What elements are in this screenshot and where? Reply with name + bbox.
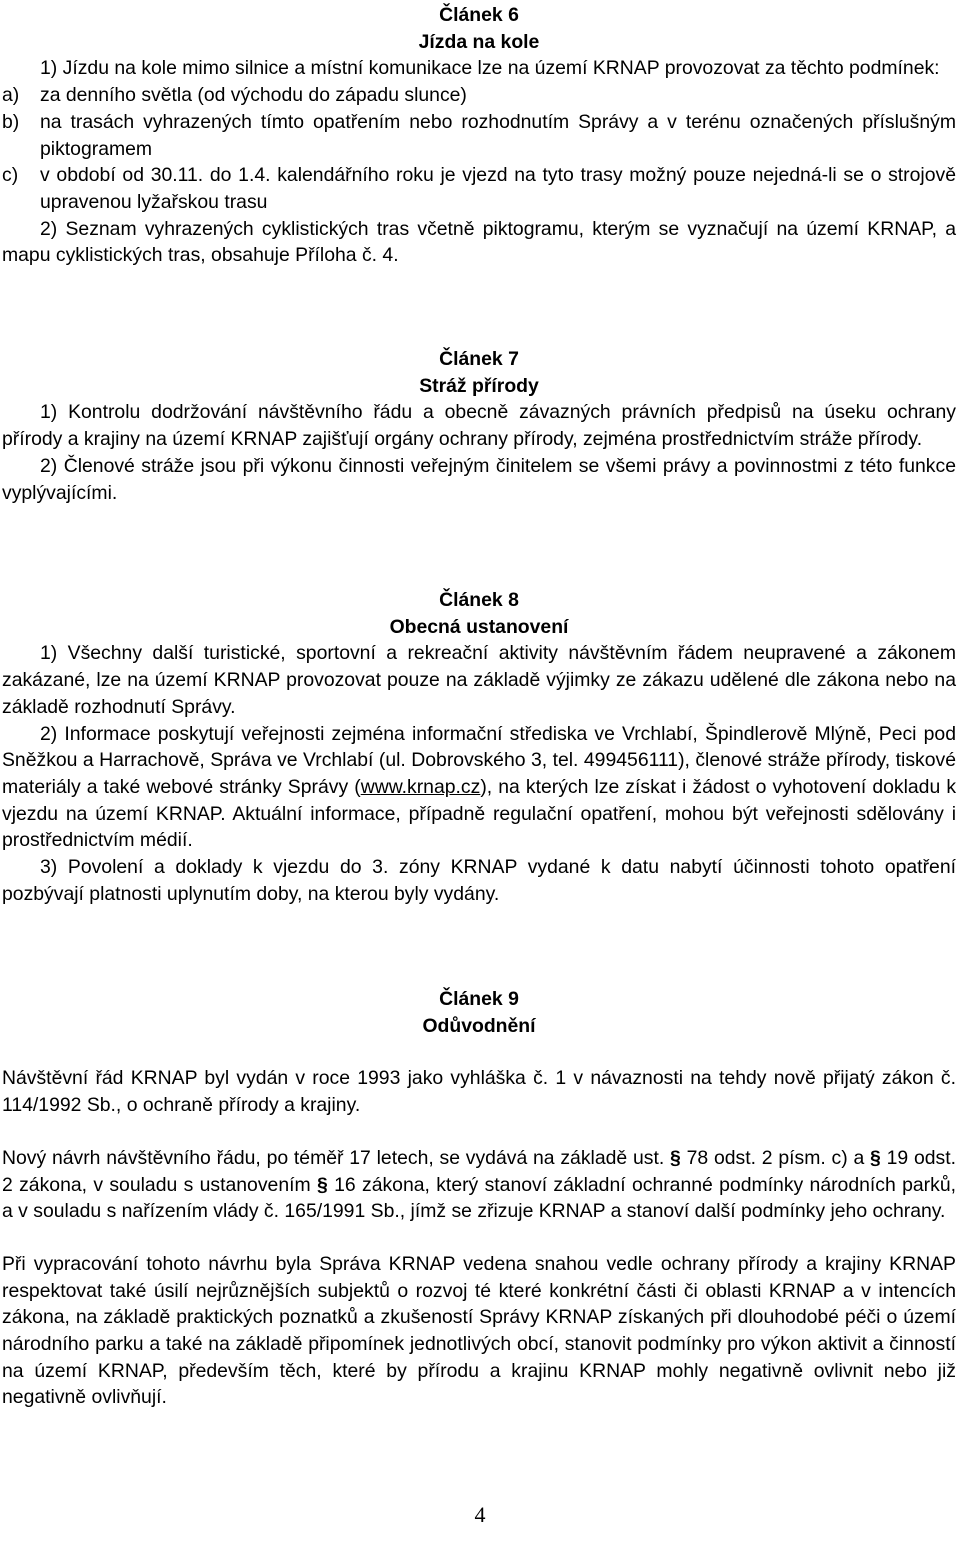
article-9-paragraph-2 [2,1145,956,1225]
list-item-text: za denního světla (od východu do západu slunce) [40,84,467,107]
section-sign: § [670,1146,681,1169]
article-6 [2,2,956,269]
list-item-text: na trasách vyhrazených tímto opatřením nebo rozhodnutím Správy a v terénu označených příslušným piktogramem [40,110,956,160]
article-9-paragraph-1: Návštěvní řád KRNAP byl vydán v roce 1993 jako vyhláška č. 1 v návaznosti na tehdy nově přijatý zákon č. 114/1992 Sb., o ochraně přírody a krajiny. [2,1067,956,1117]
article-8-paragraph-3: 3) Povolení a doklady k vjezdu do 3. zóny KRNAP vydané k datu nabytí účinnosti tohoto opatření pozbývají platnosti uplynutím doby, na kterou byly vydány. [2,856,956,905]
article-9-heading: Článek 9 [439,988,519,1010]
list-item [2,109,956,162]
krnap-website-link[interactable]: www.krnap.cz [360,775,481,798]
article-8-paragraph-2-start: 2) Informace poskytují veřejnosti zejména informační střediska ve Vrchlabí, Špindlerově Mlýně, Peci pod Sněžkou a Harrachově, Správa ve Vrchlabí (ul. Dobrovského 3, tel. 499456111), členové stráže přírody, tiskové materiály a také webové stránky Správy ( [2,722,956,798]
article-9-paragraph-3: Při vypracování tohoto návrhu byla Správa KRNAP vedena snahou vedle ochrany přírody a krajiny KRNAP respektovat také úsilí nejrůznějších subjektů o rozvoj té které konkrétní části či oblasti KRNAP a v intencích zákona, na základě praktických poznatků a zkušeností Správy KRNAP získaných při dlouhodobé péči o území národního parku a také na základě připomínek jednotlivých obcí, stanovit podmínky pro výkon aktivit a činností na území KRNAP, především těch, které by přírodu a krajinu KRNAP mohly negativně ovlivnit nebo již negativně ovlivňují. [2,1252,956,1409]
article-8 [2,587,956,907]
article-9-title: Odůvodnění [422,1014,536,1037]
list-item [2,162,956,215]
article-6-paragraph-2: 2) Seznam vyhrazených cyklistických tras včetně piktogramu, kterým se vyznačují na území KRNAP, a mapu cyklistických tras, obsahuje Příloha č. 4. [2,217,956,267]
article-6-title: Jízda na kole [418,30,540,53]
page-number: 4 [474,1502,486,1527]
article-7-title: Stráž přírody [419,374,539,397]
article-9-paragraph-2-part: 78 odst. 2 písm. c) a [680,1146,871,1169]
article-7 [2,346,956,506]
article-8-paragraph-2-end: ), na kterých lze získat i žádost o vyhotovení dokladu k vjezdu na území KRNAP. Aktuální informace, případně regulační opatření, mohou být veřejnosti sdělovány i prostřednictvím médií. [2,775,957,852]
article-8-heading: Článek 8 [439,589,519,611]
section-sign: § [316,1173,328,1196]
article-8-title: Obecná ustanovení [389,615,569,638]
list-item-key: b) [2,110,20,133]
article-7-paragraph-2: 2) Členové stráže jsou při výkonu činnosti veřejným činitelem se všemi právy a povinnostmi z této funkce vyplývajícími. [2,454,956,504]
article-9 [2,986,956,1411]
article-9-paragraph-2-part: 16 zákona, který stanoví základní ochranné podmínky národních parků, a v souladu s nařízením vlády č. 165/1991 Sb., jímž se zřizuje KRNAP a stanoví další podmínky jeho ochrany. [2,1173,956,1223]
article-7-paragraph-1: 1) Kontrolu dodržování návštěvního řádu a obecně závazných právních předpisů na úseku ochrany přírody a krajiny na území KRNAP zajišťují orgány ochrany přírody, zejména prostřednictvím stráže přírody. [2,401,956,451]
article-8-paragraph-2 [2,721,956,855]
article-7-heading: Článek 7 [439,348,519,370]
article-8-paragraph-1: 1) Všechny další turistické, sportovní a rekreační aktivity návštěvním řádem neupravené a zákonem zakázané, lze na území KRNAP provozovat pouze na základě výjimky ze zákazu udělené dle zákona nebo na základě rozhodnutí Správy. [2,642,956,718]
article-9-paragraph-2-part: Nový návrh návštěvního řádu, po téměř 17 letech, se vydává na základě ust. [2,1146,671,1169]
list-item [2,82,956,109]
article-6-paragraph-1: 1) Jízdu na kole mimo silnice a místní komunikace lze na území KRNAP provozovat za těchto podmínek: [40,57,940,80]
article-9-paragraph-2-part: 19 odst. 2 zákona, v souladu s ustanovením [2,1146,956,1196]
list-item-text: v období od 30.11. do 1.4. kalendářního roku je vjezd na tyto trasy možný pouze nejedná-li se o strojově upravenou lyžařskou trasu [40,164,956,213]
list-item-key: a) [2,84,20,107]
section-sign: § [870,1146,881,1169]
list-item-key: c) [2,164,19,187]
article-6-heading: Článek 6 [439,4,519,26]
